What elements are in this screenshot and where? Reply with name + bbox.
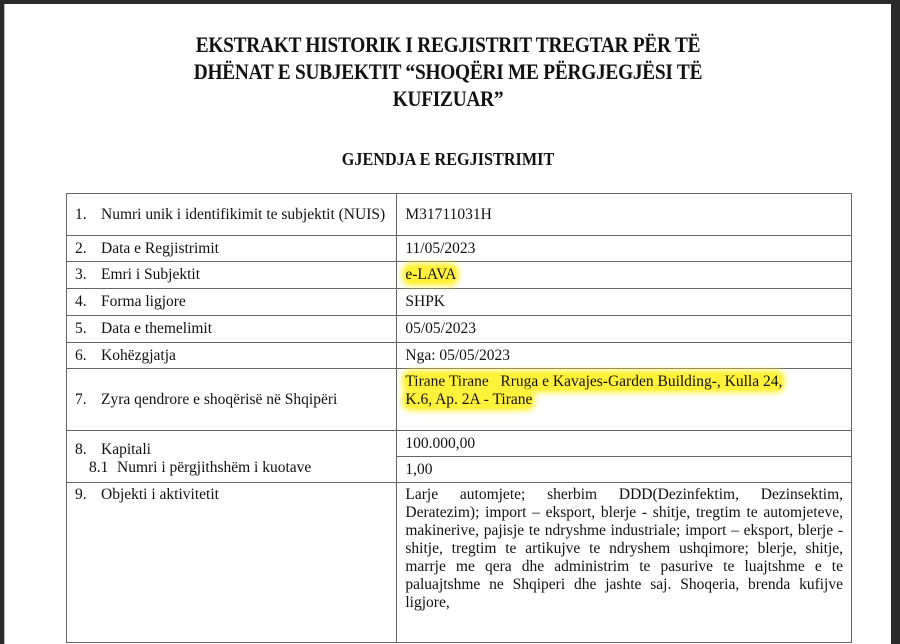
document-page [4, 4, 891, 644]
row-label: 1. Numri unik i identifikimit te subjektit (NUIS) [67, 194, 397, 236]
row-label: 4. Forma ligjore [67, 289, 397, 316]
row-value-founding-date: 05/05/2023 [397, 316, 852, 343]
table-row [67, 236, 852, 262]
row-label-capital: 8. Kapitali 8.1 Numri i përgjithshëm i kuotave [67, 431, 397, 483]
table-row [67, 194, 852, 236]
table-row [67, 262, 852, 289]
row-value-subject-name [397, 262, 852, 289]
row-value-headquarters [397, 369, 852, 431]
row-label: 9. Objekti i aktivitetit [67, 483, 397, 643]
row-label: 2. Data e Regjistrimit [67, 236, 397, 262]
table-row [67, 343, 852, 369]
title-line-1: EKSTRAKT HISTORIK I REGJISTRIT TREGTAR PËR TË [195, 32, 701, 57]
table-row [67, 431, 852, 457]
row-label: 6. Kohëzgjatja [67, 343, 397, 369]
title-line-3: KUFIZUAR” [392, 86, 504, 111]
row-value-activity: Larje automjete; sherbim DDD(Dezinfektim, Dezinsektim, Deratezim); import – eksport, blerje - shitje, tregtim te automjeteve, makinerive, pajisje te ndryshme industriale; import – eksport, blerje - shitje, tregtim te artikujve te ndryshem ushqimore; blerje, shitje, marrje me qera dhe administrim te pasurive te luajtshme e te paluajtshme ne Shqiperi dhe jashte saj. Shoqeria, brenda kufijve ligjore, [397, 483, 852, 643]
highlight: Tirane Tirane Rruga e Kavajes-Garden Building-, Kulla 24, [405, 373, 783, 390]
title-line-2: DHËNAT E SUBJEKTIT “SHOQËRI ME PËRGJEGJËSI TË [193, 59, 703, 84]
row-label: 5. Data e themelimit [67, 316, 397, 343]
row-value-capital: 100.000,00 [397, 431, 852, 457]
row-value-registration-date: 11/05/2023 [397, 236, 852, 262]
table-row [67, 289, 852, 316]
row-value-quota-count: 1,00 [397, 457, 852, 483]
row-value-nuis: M31711031H [397, 194, 852, 236]
row-label: 7. Zyra qendrore e shoqërisë në Shqipëri [67, 369, 397, 431]
highlight: K.6, Ap. 2A - Tirane [405, 391, 533, 408]
document-title [5, 31, 891, 112]
table-row [67, 316, 852, 343]
section-title-text: GJENDJA E REGJISTRIMIT [341, 149, 555, 169]
table-row [67, 369, 852, 431]
registration-table [66, 193, 852, 643]
section-title [5, 149, 891, 170]
row-value-legal-form: SHPK [397, 289, 852, 316]
row-value-duration: Nga: 05/05/2023 [397, 343, 852, 369]
row-label: 3. Emri i Subjektit [67, 262, 397, 289]
highlight: e-LAVA [405, 266, 457, 283]
table-row [67, 483, 852, 643]
